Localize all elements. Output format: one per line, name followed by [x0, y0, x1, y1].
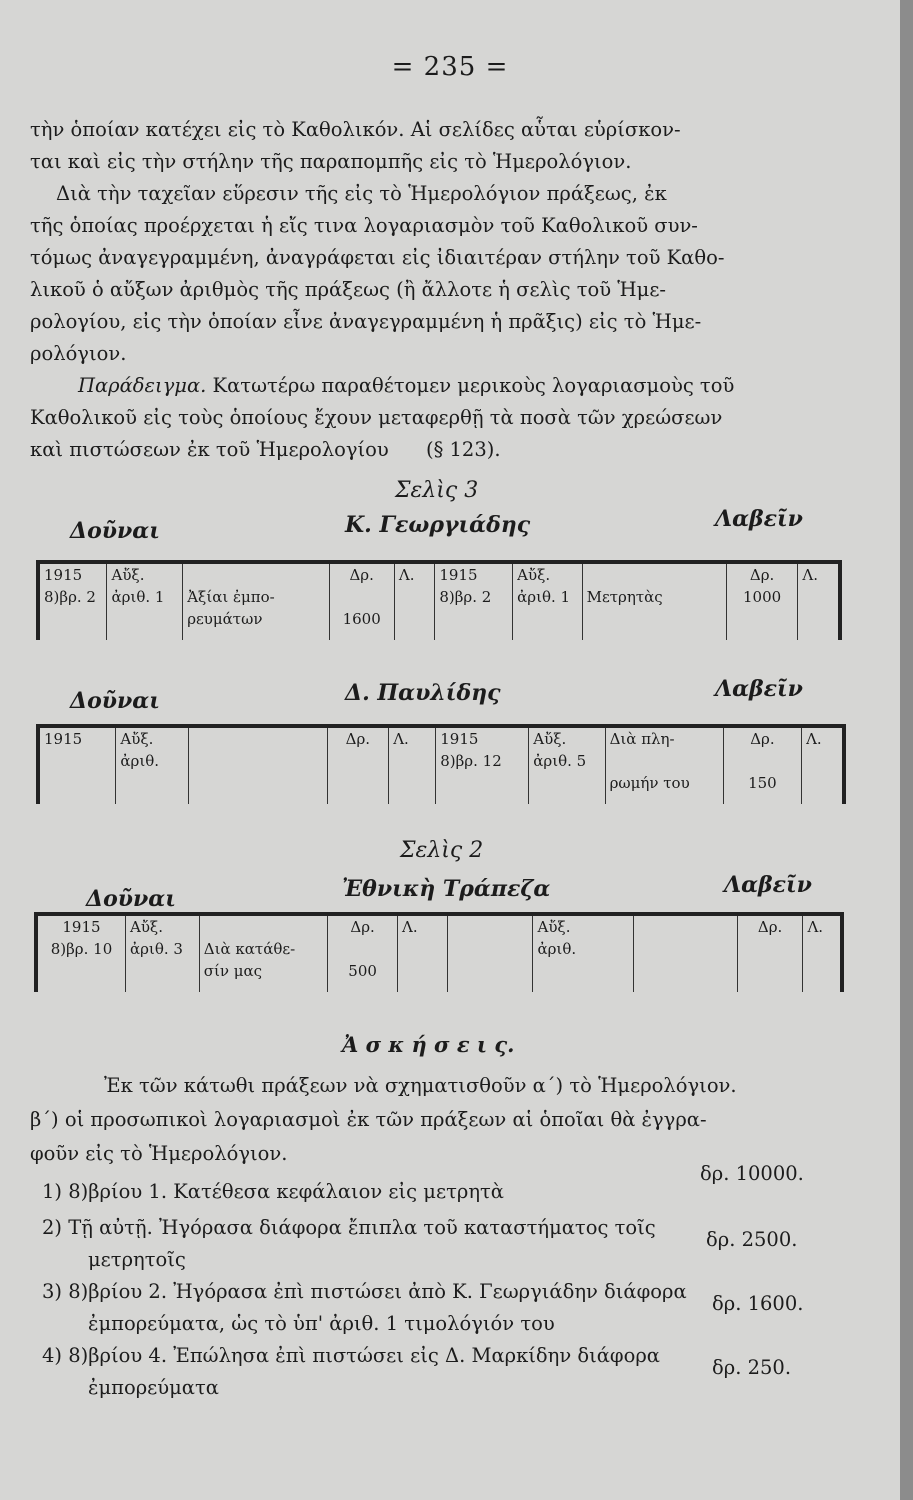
ledger-cell: [513, 562, 583, 640]
ledger-cell-text: ἀριθ. 3: [129, 940, 183, 958]
ledger-cell: [328, 914, 398, 992]
ledger-cell-text: 1915: [44, 730, 83, 748]
ledger-cell-text: Αὔξ.: [533, 730, 567, 748]
ledger-cell-text: σίν μας: [203, 962, 263, 980]
paragraph-line: τὴν ὁποίαν κατέχει εἰς τὸ Καθολικόν. Αἱ σελίδες αὗται εὑρίσκον-: [30, 118, 681, 141]
credit-label: Λαβεῖν: [715, 506, 803, 532]
ledger-cell: [737, 914, 803, 992]
ledger-cell-text: 500: [348, 962, 377, 980]
ledger-cell: [529, 726, 605, 804]
exercise-number: 3): [42, 1280, 63, 1303]
credit-label: Λαβεῖν: [724, 872, 812, 898]
credit-label: Λαβεῖν: [715, 676, 803, 702]
ledger-cell-text: [587, 566, 722, 588]
ledger-cell-text: Αὔξ.: [111, 566, 145, 584]
ledger-cell: [798, 562, 840, 640]
ledger-cell-text: Διὰ κατάθε-: [203, 940, 296, 958]
ledger-cell-text: [334, 588, 390, 610]
account-page-label: Σελὶς 2: [400, 838, 484, 863]
ledger-cell-text: Λ.: [807, 918, 824, 936]
exercise-text-continued: ἐμπορεύματα, ὡς τὸ ὑπ' ἀριθ. 1 τιμολόγιόν του: [88, 1312, 555, 1335]
paragraph-line: Διὰ τὴν ταχεῖαν εὕρεσιν τῆς εἰς τὸ Ἡμερολόγιον πράξεως, ἐκ: [56, 182, 667, 205]
page-number: = 235 =: [391, 52, 509, 82]
ledger-cell: [394, 562, 434, 640]
ledger-cell-text: ρωμήν του: [609, 774, 690, 792]
ledger-cell: [329, 562, 394, 640]
ledger-cell-text: Δρ.: [750, 730, 775, 748]
exercise-number: 4): [42, 1344, 63, 1367]
ledger-cell-text: Λ.: [393, 730, 409, 748]
ledger-cell-text: 1915: [439, 566, 478, 584]
ledger-cell: [397, 914, 447, 992]
exercise-text: Τῇ αὐτῇ. Ἠγόρασα διάφορα ἔπιπλα τοῦ καταστήματος τοῖς: [68, 1216, 656, 1239]
ledger-table: [36, 560, 842, 640]
ledger-cell-text: 8)βρ. 2: [44, 588, 96, 606]
ledger-cell: [36, 914, 125, 992]
debit-label: Δοῦναι: [70, 518, 160, 544]
ledger-row: [36, 914, 842, 992]
ledger-cell: [188, 726, 327, 804]
exercise-text-continued: ἐμπορεύματα: [88, 1376, 219, 1399]
ledger-cell-text: [204, 918, 323, 940]
ledger-cell: [533, 914, 633, 992]
ledger-cell: [723, 726, 801, 804]
ledger-cell-text: ρευμάτων: [187, 610, 263, 628]
ledger-cell-text: Δρ.: [749, 566, 775, 584]
ledger-cell: [116, 726, 188, 804]
exercises-intro: Ἐκ τῶν κάτωθι πράξεων νὰ σχηματισθοῦν α΄) τὸ Ἡμερολόγιον.: [104, 1074, 737, 1097]
ledger-cell-text: Αὔξ.: [129, 918, 163, 936]
ledger-cell-text: Αὔξ.: [120, 730, 154, 748]
paragraph-line: ρολόγιον.: [30, 342, 127, 365]
paragraph-line: ται καὶ εἰς τὴν στήλην τῆς παραπομπῆς εἰς τὸ Ἡμερολόγιον.: [30, 150, 632, 173]
ledger-cell-text: 1000: [743, 588, 782, 606]
exercise-amount: δρ. 2500.: [706, 1228, 798, 1251]
ledger-cell-text: [610, 752, 719, 774]
ledger-cell-text: 150: [748, 774, 777, 792]
ledger-cell-text: ἀριθ. 1: [111, 588, 165, 606]
paragraph-line: τόμως ἀναγεγραμμένη, ἀναγράφεται εἰς ἰδιαιτέραν στήλην τοῦ Καθο-: [30, 246, 725, 269]
ledger-cell-text: [187, 566, 324, 588]
debit-label: Δοῦναι: [86, 886, 176, 912]
example-line: Καθολικοῦ εἰς τοὺς ὁποίους ἔχουν μεταφερθῇ τὰ ποσὰ τῶν χρεώσεων: [30, 406, 723, 429]
ledger-cell-text: [728, 752, 797, 774]
ledger-cell-text: [452, 918, 529, 940]
account-page-label: Σελὶς 3: [395, 478, 479, 503]
exercise-item: [42, 1280, 687, 1303]
ledger-cell: [38, 562, 107, 640]
ledger-cell: [633, 914, 737, 992]
account-name: Κ. Γεωργιάδης: [345, 512, 531, 538]
ledger-cell-text: [638, 918, 733, 940]
exercises-title: Ἀ σ κ ή σ ε ι ς.: [342, 1032, 515, 1057]
exercise-item: [42, 1180, 504, 1203]
example-line: καὶ πιστώσεων ἐκ τοῦ Ἡμερολογίου (§ 123).: [30, 438, 501, 461]
ledger-cell: [38, 726, 116, 804]
ledger-cell: [447, 914, 533, 992]
exercise-text-continued: μετρητοῖς: [88, 1248, 186, 1271]
ledger-cell-text: Λ.: [802, 566, 819, 584]
ledger-cell: [327, 726, 389, 804]
exercise-number: 2): [42, 1216, 63, 1239]
ledger-cell: [726, 562, 798, 640]
ledger-cell-text: 8)βρ. 12: [440, 752, 502, 770]
ledger-cell-text: Δρ.: [757, 918, 783, 936]
ledger-cell-text: Λ.: [401, 918, 418, 936]
exercise-item: [42, 1216, 656, 1239]
exercise-amount: δρ. 1600.: [712, 1292, 804, 1315]
ledger-row: [38, 726, 844, 804]
exercises-intro: φοῦν εἰς τὸ Ἡμερολόγιον.: [30, 1142, 288, 1165]
ledger-cell-text: [742, 940, 799, 962]
ledger-cell: [605, 726, 723, 804]
ledger-cell-text: Δρ.: [345, 730, 371, 748]
page-edge: [900, 0, 913, 1500]
ledger-cell-text: [332, 752, 385, 774]
ledger-cell-text: Μετρητὰς: [586, 588, 663, 606]
ledger-cell-text: Δρ.: [350, 918, 375, 936]
paragraph-line: λικοῦ ὁ αὔξων ἀριθμὸς τῆς πράξεως (ἢ ἄλλοτε ἡ σελὶς τοῦ Ἡμε-: [30, 278, 667, 301]
example-label: Παράδειγμα.: [78, 374, 207, 397]
ledger-cell-text: Διὰ πλη-: [609, 730, 675, 748]
ledger-cell: [436, 726, 529, 804]
ledger-cell: [183, 562, 329, 640]
ledger-cell-text: [44, 752, 111, 774]
exercises-intro: β΄) οἱ προσωπικοὶ λογαριασμοὶ ἐκ τῶν πράξεων αἱ ὁποῖαι θὰ ἐγγρα-: [30, 1108, 707, 1131]
ledger-cell: [107, 562, 183, 640]
ledger-cell-text: ἀριθ.: [120, 752, 160, 770]
ledger-cell: [389, 726, 436, 804]
ledger-cell: [199, 914, 327, 992]
exercise-item: [42, 1344, 660, 1367]
ledger-cell-text: Λ.: [806, 730, 822, 748]
ledger-cell-text: 1915: [44, 566, 83, 584]
exercise-number: 1): [42, 1180, 63, 1203]
ledger-cell: [802, 726, 844, 804]
ledger-cell-text: Δρ.: [349, 566, 374, 584]
ledger-cell-text: ἀριθ. 5: [533, 752, 587, 770]
ledger-cell-text: 8)βρ. 2: [439, 588, 492, 606]
ledger-cell-text: Ἀξίαι ἐμπο-: [187, 588, 275, 606]
ledger-cell: [582, 562, 726, 640]
paragraph-line: ρολογίου, εἰς τὴν ὁποίαν εἶνε ἀναγεγραμμένη ἡ πρᾶξις) εἰς τὸ Ἡμε-: [30, 310, 702, 333]
ledger-cell-text: 1600: [342, 610, 381, 628]
exercise-amount: δρ. 10000.: [700, 1162, 804, 1185]
exercise-amount: δρ. 250.: [712, 1356, 792, 1379]
ledger-cell-text: Αὔξ.: [517, 566, 551, 584]
account-name: Ἐθνικὴ Τράπεζα: [342, 876, 551, 902]
ledger-cell: [803, 914, 842, 992]
exercise-text: 8)βρίου 4. Ἐπώλησα ἐπὶ πιστώσει εἰς Δ. Μαρκίδην διάφορα: [68, 1344, 660, 1367]
ledger-cell-text: Λ.: [398, 566, 415, 584]
exercise-text: 8)βρίου 2. Ἠγόρασα ἐπὶ πιστώσει ἀπὸ Κ. Γεωργιάδην διάφορα: [68, 1280, 687, 1303]
paragraph-line: τῆς ὁποίας προέρχεται ἡ εἴς τινα λογαριασμὸν τοῦ Καθολικοῦ συν-: [30, 214, 698, 237]
ledger-cell-text: 1915: [440, 730, 479, 748]
ledger-cell-text: [452, 940, 529, 962]
ledger-cell-text: ἀριθ.: [537, 940, 577, 958]
exercise-text: 8)βρίου 1. Κατέθεσα κεφάλαιον εἰς μετρητὰ: [68, 1180, 504, 1203]
ledger-cell-text: [193, 730, 323, 752]
ledger-table: [34, 912, 844, 992]
ledger-cell-text: 1915: [62, 918, 101, 936]
ledger-cell: [125, 914, 199, 992]
ledger-cell-text: 8)βρ. 10: [50, 940, 113, 958]
ledger-cell-text: ἀριθ. 1: [517, 588, 571, 606]
ledger-cell: [435, 562, 513, 640]
example-text: Κατωτέρω παραθέτομεν μερικοὺς λογαριασμοὺς τοῦ: [206, 374, 735, 397]
debit-label: Δοῦναι: [70, 688, 160, 714]
ledger-cell-text: Αὔξ.: [537, 918, 571, 936]
ledger-cell-text: [332, 940, 393, 962]
example-line: [78, 376, 734, 396]
ledger-row: [38, 562, 840, 640]
account-name: Δ. Παυλίδης: [345, 680, 501, 706]
ledger-table: [36, 724, 846, 804]
